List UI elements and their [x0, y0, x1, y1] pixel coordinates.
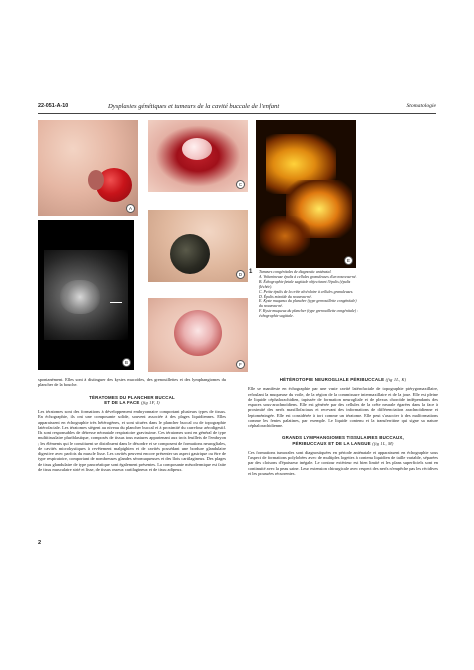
heading-figure-ref: (fig 1L, M) — [372, 440, 394, 446]
figure-b-arrow — [110, 302, 122, 303]
figure-a-photo — [38, 120, 138, 216]
figure-d-photo — [148, 210, 248, 282]
section-heading-teratomes — [38, 395, 226, 406]
heading-line-2: PÉRIBUCCAUX ET DE LA LANGUE — [292, 440, 371, 446]
caption-line: E. Kyste muqueux du plancher (type grenouillette congénitale) du nouveau-né. — [259, 299, 357, 309]
heading-line-2: ET DE LA FACE — [104, 399, 140, 405]
section-heading-heterotopie — [248, 377, 438, 382]
figure-f-photo — [148, 298, 248, 372]
caption-line: F. Kyste muqueux du plancher (type grenouillette congénitale) : échographie sagittale. — [259, 309, 359, 319]
figure-b-echo-bright — [60, 280, 100, 314]
intro-paragraph: spontanément. Elles sont à distinguer des kystes mucoïdes, des grenouillettes et des lymphangiomes du plancher de la bouche. — [38, 377, 226, 388]
document-reference: 22-051-A-10 — [38, 103, 69, 109]
heterotopie-paragraph: Elle se manifeste en échographie par une vaste cavité latérofaciale de topographie ptérygomaxillaire, refoulant la muqueuse du voile, de la région de la commissure intermaxillaire et de la joue. Elle est pleine de liquide céphalorachidien, tapissée de formation neurogliale et de plexus choroïde indépendants des espaces sous-arachnoïdiens. Elle est générée par des cellules de la crête neurale égarées dans la face à proximité des nerfs maxillofaciaux et recevant des informations de différenciation arachnoïdienne et leptoméningée. Elle est considérée à tort comme un tératome. Elle peut s'associer à des malformations comme les fentes palatines, par exemple. Le liquide contenu et la transferritine qui signe sa nature céphalorachidienne. — [248, 386, 438, 429]
figure-c-label: C — [236, 180, 245, 189]
caption-line: A. Volumineuse épulis à cellules granuleuses d'un nouveau-né. — [259, 274, 357, 279]
running-header — [38, 103, 436, 113]
caption-line: D. Épulis mixoïde du nouveau-né. — [259, 294, 312, 299]
left-text-column — [38, 377, 226, 475]
figure-e-signal-3 — [260, 216, 310, 256]
heading-line-1: GRANDS LYMPHANGIOMES TISSULAIRES BUCCAUX, — [282, 435, 404, 441]
caption-line: B. Échographie fœtale sagittale objectivant l'épulis (épulis fléchée). — [259, 279, 351, 289]
heading-line: HÉTÉROTOPIE NEUROGLIALE PÉRIBUCCALE — [279, 377, 385, 382]
specialty-label: Stomatologie — [406, 103, 436, 109]
lymphangiomes-paragraph: Ces formations tumorales sont diagnostiquées en période anténatale et apparaissent en échographie sous l'aspect de formations polylobées avec de multiples logettes à contenu liquidien de taille variable, séparées par des cloisons d'épaisseur inégale. Le contour extérieur est bien limité et les plans superficiels sont en continuité avec la peau saine. Leur extension chirurgicale avec respect des nerfs n'empêche pas les récidives et les poussées récurrentes. — [248, 449, 438, 476]
figure-d-label: D — [236, 270, 245, 279]
heading-line-1: TÉRATOMES DU PLANCHER BUCCAL — [89, 394, 175, 400]
page-number: 2 — [38, 540, 42, 546]
figure-b-ultrasound — [38, 220, 134, 370]
figure-e-label: E — [344, 256, 353, 265]
figure-a-lips — [88, 170, 104, 190]
running-title: Dysplasies génétiques et tumeurs de la cavité buccale de l'enfant — [108, 103, 280, 110]
heading-figure-ref: (fig 1F, I) — [140, 399, 160, 405]
header-rule — [38, 113, 436, 114]
section-heading-lymphangiomes — [248, 435, 438, 446]
figure-f-label: F — [236, 360, 245, 369]
figure-c-photo — [148, 120, 248, 192]
right-text-column — [248, 377, 438, 479]
figure-a-label: A — [126, 204, 135, 213]
figure-number: 1 — [249, 269, 253, 275]
figure-caption — [249, 269, 359, 319]
heading-figure-ref: (fig 1L, K) — [385, 377, 407, 382]
figure-d-mass — [170, 234, 210, 274]
figure-f-mouth — [174, 310, 222, 356]
caption-line: Tumeurs congénitales de diagnostic anténatal. — [259, 270, 332, 274]
figure-c-lesion — [182, 138, 212, 160]
caption-line: C. Petite épulis de la crête alvéolaire à cellules granuleuses. — [259, 289, 354, 294]
figure-b-label: B — [122, 358, 131, 367]
figure-e-doppler — [256, 120, 356, 268]
teratomes-paragraph: Les tératomes sont des formations à développement embryonnaire comportant plusieurs types de tissus. En échographie, ils ont une composante solide, souvent associée à des plages liquidiennes. Elles apparaissent en échographie très hétérogènes, et sont situées dans le plancher buccal ou de topographie latérofaciale. Les tératomes siègent au niveau du plancher buccal et à proximité du carrefour aérodigestif. Ils sont responsables de détresse néonatale respiratoire gravissime. Ces tératomes sont en général de type multitissulaire pluriblastique, composés de tissus tous matures appartenant aux trois feuillets de l'embryon ; les éléments qui le constituent se distribuent dans le désordre et se composent de formations neurogliales, de cavités microkystiques à revêtement malpighien et de cavités possédant une bordure glandulaire digestive avec parfois du muscle lisse. Les cavités peuvent encore présenter un aspect gastrique ou être de type respiratoire, comportant de nombreuses glandes séromuqueuses et des îlots cartilagineux. Des plages de tissu glandulaire de type pancréatique sont également présentes. La composante mésodermique est faite de tissu musculaire strié et lisse, de tissus osseux cartilagineux et de tissu adipeux. — [38, 409, 226, 472]
